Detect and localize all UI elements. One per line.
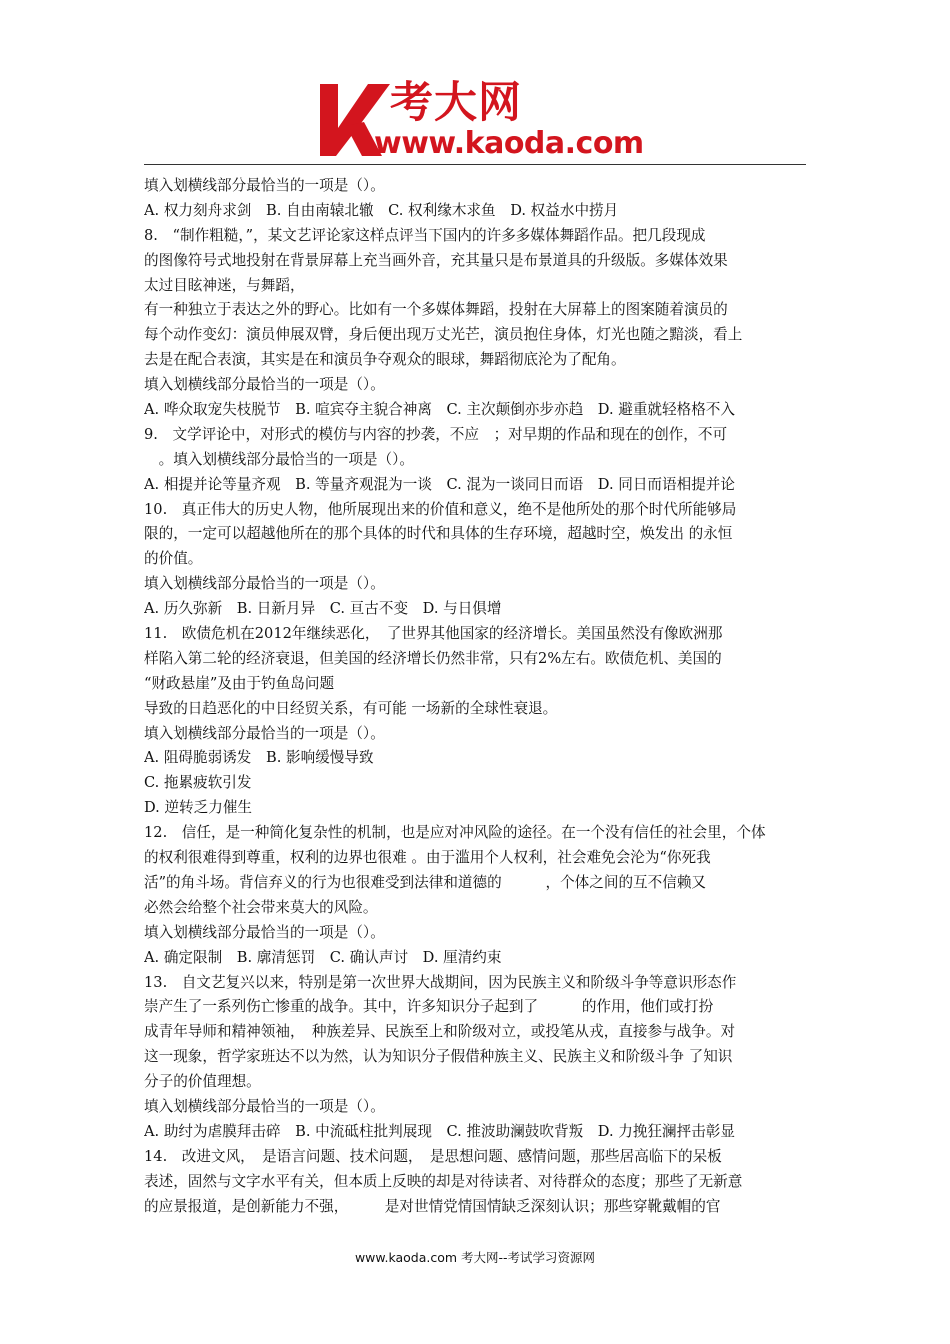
text-line: 14. 改进文风， 是语言问题、技术问题， 是思想问题、感情问题，那些居高临下的呆板 [144, 1147, 722, 1165]
text-line: C. 拖累疲软引发 [144, 774, 252, 792]
text-line: A. 确定限制 B. 廓清惩罚 C. 确认声讨 D. 厘清约束 [144, 948, 502, 966]
text-line: 。填入划横线部分最恰当的一项是（）。 [144, 450, 414, 468]
text-line: A. 权力刻舟求剑 B. 自由南辕北辙 C. 权利缘木求鱼 D. 权益水中捞月 [144, 201, 619, 219]
text-line: 每个动作变幻：演员伸展双臂，身后便出现万丈光芒，演员抱住身体，灯光也随之黯淡，看上 [144, 326, 743, 344]
text-line: 8. “制作粗糙，”，某文艺评论家这样点评当下国内的许多多媒体舞蹈作品。把几段现成 [144, 226, 706, 244]
text-line: A. 历久弥新 B. 日新月异 C. 亘古不变 D. 与日俱增 [144, 600, 502, 618]
text-line: 10. 真正伟大的历史人物，他所展现出来的价值和意义，绝不是他所处的那个时代所能够局 [144, 500, 737, 518]
text-line: 13. 自文艺复兴以来，特别是第一次世界大战期间，因为民族主义和阶级斗争等意识形态作 [144, 973, 737, 991]
text-line: 这一现象，哲学家班达不以为然，认为知识分子假借种族主义、民族主义和阶级斗争 了知识 [144, 1048, 733, 1066]
text-line: 表述，固然与文字水平有关，但本质上反映的却是对待读者、对待群众的态度；那些了无新意 [144, 1172, 743, 1190]
text-line: 去是在配合表演，其实是在和演员争夺观众的眼球，舞蹈彻底沦为了配角。 [144, 351, 626, 369]
text-line: 的价值。 [144, 550, 203, 568]
text-line: A. 哗众取宠失枝脱节 B. 喧宾夺主貌合神离 C. 主次颠倒亦步亦趋 D. 避重就轻格格不入 [144, 401, 735, 419]
site-logo [316, 78, 646, 162]
text-line: 12. 信任，是一种简化复杂性的机制，也是应对冲风险的途径。在一个没有信任的社会里，个体 [144, 824, 766, 842]
text-line: A. 阻碍脆弱诱发 B. 影响缓慢导致 [144, 749, 374, 767]
text-line: 有一种独立于表达之外的野心。比如有一个多媒体舞蹈，投射在大屏幕上的图案随着演员的 [144, 301, 728, 319]
text-line: 活”的角斗场。背信弃义的行为也很难受到法律和道德的 ，个体之间的互不信赖又 [144, 873, 707, 891]
text-line: 崇产生了一系列伤亡惨重的战争。其中，许多知识分子起到了 的作用，他们或打扮 [144, 998, 714, 1016]
text-line: 的权利很难得到尊重，权利的边界也很难 。由于滥用个人权利，社会难免会沦为“你死我 [144, 849, 711, 867]
text-line: 11. 欧债危机在2012年继续恶化， 了世界其他国家的经济增长。美国虽然没有像欧洲那 [144, 625, 723, 643]
text-line: 填入划横线部分最恰当的一项是（）。 [144, 724, 385, 742]
text-line: 必然会给整个社会带来莫大的风险。 [144, 898, 378, 916]
text-line: A. 相提并论等量齐观 B. 等量齐观混为一谈 C. 混为一谈同日而语 D. 同日而语相提并论 [144, 475, 735, 493]
text-line: “财政悬崖”及由于钓鱼岛问题 [144, 674, 335, 692]
logo-url-text: www.kaoda.com [374, 126, 644, 161]
text-line: 的应景报道，是创新能力不强， 是对世情党情国情缺乏深刻认识；那些穿靴戴帽的官 [144, 1197, 721, 1215]
document-body [144, 174, 808, 1219]
text-line: 填入划横线部分最恰当的一项是（）。 [144, 177, 385, 194]
text-line: 太过目眩神迷，与舞蹈， [144, 276, 305, 294]
text-line: A. 助纣为虐膜拜击碎 B. 中流砥柱批判展现 C. 推波助澜鼓吹背叛 D. 力挽狂澜抨击彰显 [144, 1122, 735, 1140]
text-line: 填入划横线部分最恰当的一项是（）。 [144, 1097, 385, 1115]
text-line: 填入划横线部分最恰当的一项是（）。 [144, 923, 385, 941]
text-line: 的图像符号式地投射在背景屏幕上充当画外音，充其量只是布景道具的升级版。多媒体效果 [144, 251, 728, 269]
text-line: 导致的日趋恶化的中日经贸关系，有可能 一场新的全球性衰退。 [144, 699, 558, 717]
text-line: 分子的价值理想。 [144, 1073, 261, 1091]
logo-chinese-text: 考大网 [390, 78, 522, 128]
text-line: 填入划横线部分最恰当的一项是（）。 [144, 376, 385, 394]
text-line: D. 逆转乏力催生 [144, 799, 253, 817]
text-line: 样陷入第二轮的经济衰退，但美国的经济增长仍然非常，只有2%左右。欧债危机、美国的 [144, 649, 722, 667]
text-line: 填入划横线部分最恰当的一项是（）。 [144, 575, 385, 593]
text-line: 限的，一定可以超越他所在的那个具体的时代和具体的生存环境，超越时空，焕发出 的永恒 [144, 525, 733, 543]
page-footer: www.kaoda.com 考大网--考试学习资源网 [354, 1250, 596, 1265]
text-line: 成青年导师和精神领袖， 种族差异、民族至上和阶级对立，或投笔从戎，直接参与战争。对 [144, 1023, 736, 1041]
header-divider [144, 164, 806, 165]
text-line: 9. 文学评论中，对形式的模仿与内容的抄袭，不应 ；对早期的作品和现在的创作，不可 [144, 425, 728, 443]
